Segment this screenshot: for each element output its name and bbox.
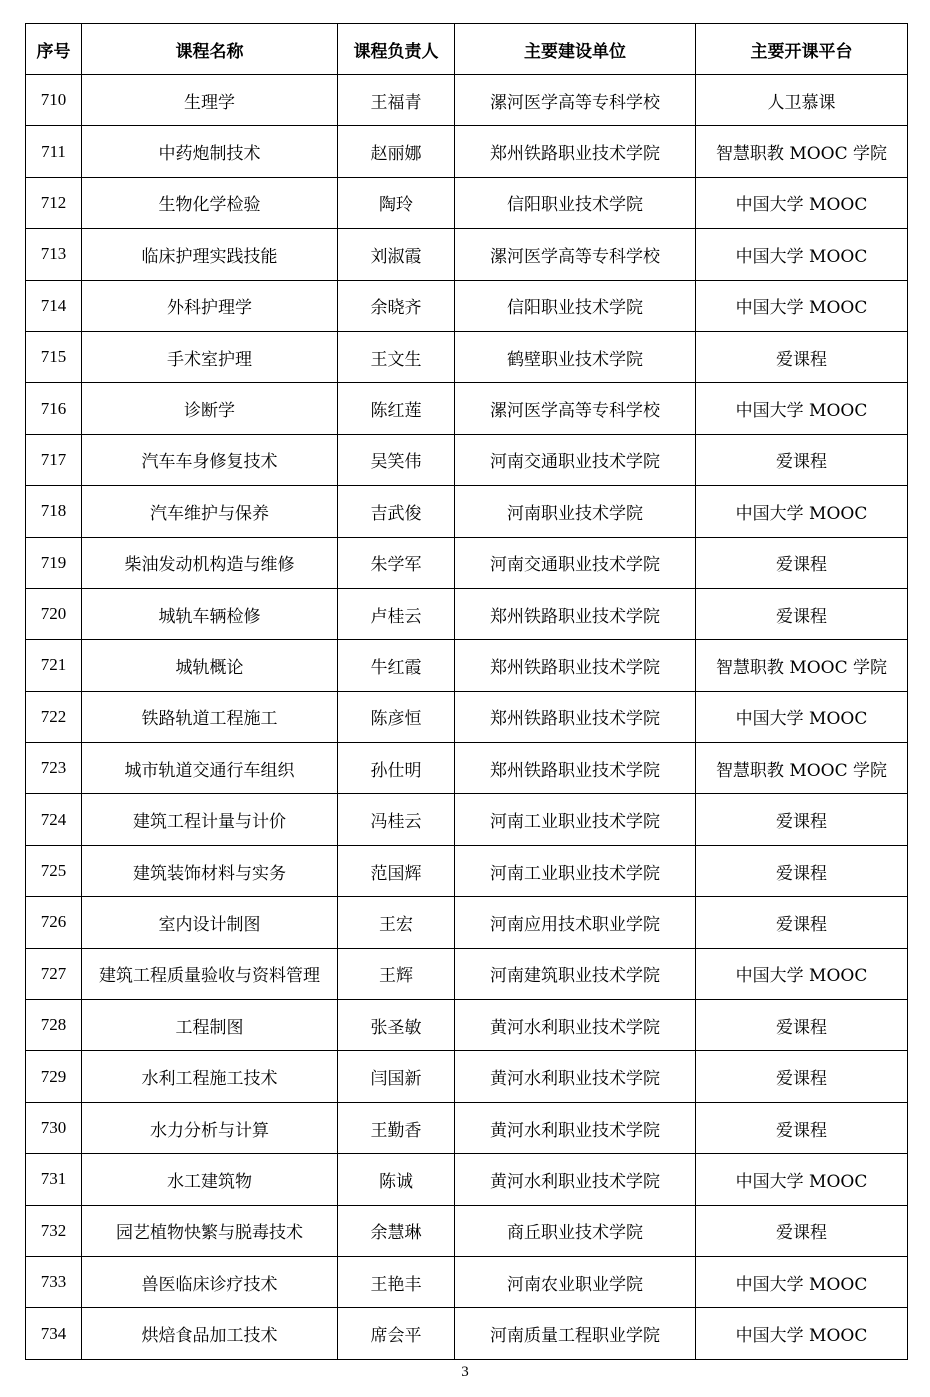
- cell-main-unit: 河南应用技术职业学院: [455, 897, 696, 948]
- cell-serial-number: 717: [26, 434, 82, 485]
- table-row: [26, 743, 908, 794]
- cell-course-lead: 赵丽娜: [338, 126, 455, 177]
- table-row: [26, 280, 908, 331]
- cell-course-name: 临床护理实践技能: [82, 229, 338, 280]
- cell-serial-number: 734: [26, 1308, 82, 1359]
- cell-main-platform: 中国大学 MOOC: [696, 383, 908, 434]
- cell-main-unit: 郑州铁路职业技术学院: [455, 126, 696, 177]
- cell-serial-number: 733: [26, 1256, 82, 1307]
- page-number: 3: [461, 1364, 469, 1380]
- cell-main-unit: 河南质量工程职业学院: [455, 1308, 696, 1359]
- cell-main-unit: 黄河水利职业技术学院: [455, 1154, 696, 1205]
- cell-main-platform: 智慧职教 MOOC 学院: [696, 743, 908, 794]
- cell-main-unit: 漯河医学高等专科学校: [455, 229, 696, 280]
- cell-course-lead: 王辉: [338, 948, 455, 999]
- cell-course-lead: 余晓齐: [338, 280, 455, 331]
- cell-course-lead: 王勤香: [338, 1102, 455, 1153]
- course-table: [25, 23, 908, 1360]
- cell-course-name: 城轨车辆检修: [82, 588, 338, 639]
- cell-serial-number: 727: [26, 948, 82, 999]
- cell-main-unit: 郑州铁路职业技术学院: [455, 640, 696, 691]
- cell-main-platform: 中国大学 MOOC: [696, 486, 908, 537]
- cell-serial-number: 730: [26, 1102, 82, 1153]
- cell-main-unit: 漯河医学高等专科学校: [455, 383, 696, 434]
- cell-course-lead: 牛红霞: [338, 640, 455, 691]
- table-row: [26, 1102, 908, 1153]
- cell-main-unit: 河南交通职业技术学院: [455, 537, 696, 588]
- table-row: [26, 1000, 908, 1051]
- cell-course-lead: 刘淑霞: [338, 229, 455, 280]
- cell-main-unit: 商丘职业技术学院: [455, 1205, 696, 1256]
- cell-course-lead: 王艳丰: [338, 1256, 455, 1307]
- cell-course-lead: 王福青: [338, 75, 455, 126]
- cell-main-unit: 信阳职业技术学院: [455, 177, 696, 228]
- cell-course-name: 城轨概论: [82, 640, 338, 691]
- header-course-lead: 课程负责人: [338, 24, 455, 75]
- table-row: [26, 537, 908, 588]
- cell-course-lead: 余慧琳: [338, 1205, 455, 1256]
- cell-course-name: 水利工程施工技术: [82, 1051, 338, 1102]
- cell-main-platform: 中国大学 MOOC: [696, 177, 908, 228]
- cell-course-name: 汽车车身修复技术: [82, 434, 338, 485]
- cell-course-lead: 陈彦恒: [338, 691, 455, 742]
- cell-serial-number: 711: [26, 126, 82, 177]
- table-row: [26, 1051, 908, 1102]
- cell-main-unit: 黄河水利职业技术学院: [455, 1000, 696, 1051]
- cell-course-lead: 范国辉: [338, 845, 455, 896]
- cell-course-name: 建筑装饰材料与实务: [82, 845, 338, 896]
- cell-course-lead: 席会平: [338, 1308, 455, 1359]
- cell-main-platform: 爱课程: [696, 794, 908, 845]
- cell-course-lead: 陶玲: [338, 177, 455, 228]
- table-row: [26, 1256, 908, 1307]
- cell-main-unit: 郑州铁路职业技术学院: [455, 691, 696, 742]
- cell-main-unit: 漯河医学高等专科学校: [455, 75, 696, 126]
- header-serial-number: 序号: [26, 24, 82, 75]
- cell-main-platform: 人卫慕课: [696, 75, 908, 126]
- cell-course-name: 诊断学: [82, 383, 338, 434]
- header-course-name: 课程名称: [82, 24, 338, 75]
- cell-main-platform: 爱课程: [696, 331, 908, 382]
- table-row: [26, 640, 908, 691]
- cell-main-platform: 中国大学 MOOC: [696, 229, 908, 280]
- cell-serial-number: 728: [26, 1000, 82, 1051]
- cell-course-name: 建筑工程质量验收与资料管理: [82, 948, 338, 999]
- cell-course-name: 铁路轨道工程施工: [82, 691, 338, 742]
- cell-main-platform: 智慧职教 MOOC 学院: [696, 640, 908, 691]
- cell-serial-number: 718: [26, 486, 82, 537]
- cell-course-name: 园艺植物快繁与脱毒技术: [82, 1205, 338, 1256]
- cell-main-unit: 河南建筑职业技术学院: [455, 948, 696, 999]
- cell-course-name: 城市轨道交通行车组织: [82, 743, 338, 794]
- cell-main-unit: 黄河水利职业技术学院: [455, 1051, 696, 1102]
- cell-course-lead: 吴笑伟: [338, 434, 455, 485]
- cell-course-name: 工程制图: [82, 1000, 338, 1051]
- cell-course-name: 室内设计制图: [82, 897, 338, 948]
- table-body: [26, 75, 908, 1360]
- table-row: [26, 794, 908, 845]
- cell-serial-number: 710: [26, 75, 82, 126]
- cell-course-name: 水力分析与计算: [82, 1102, 338, 1153]
- cell-main-unit: 信阳职业技术学院: [455, 280, 696, 331]
- cell-course-lead: 吉武俊: [338, 486, 455, 537]
- table-row: [26, 1154, 908, 1205]
- table-row: [26, 75, 908, 126]
- cell-course-name: 外科护理学: [82, 280, 338, 331]
- table-row: [26, 691, 908, 742]
- cell-course-name: 中药炮制技术: [82, 126, 338, 177]
- cell-course-lead: 张圣敏: [338, 1000, 455, 1051]
- cell-main-platform: 中国大学 MOOC: [696, 1308, 908, 1359]
- table-row: [26, 1308, 908, 1359]
- table-row: [26, 229, 908, 280]
- cell-serial-number: 731: [26, 1154, 82, 1205]
- cell-course-lead: 陈诚: [338, 1154, 455, 1205]
- cell-serial-number: 732: [26, 1205, 82, 1256]
- cell-main-platform: 爱课程: [696, 1205, 908, 1256]
- table-row: [26, 948, 908, 999]
- cell-serial-number: 722: [26, 691, 82, 742]
- cell-main-platform: 爱课程: [696, 537, 908, 588]
- cell-course-name: 生理学: [82, 75, 338, 126]
- cell-course-name: 建筑工程计量与计价: [82, 794, 338, 845]
- header-main-unit: 主要建设单位: [455, 24, 696, 75]
- cell-main-platform: 爱课程: [696, 845, 908, 896]
- header-main-platform: 主要开课平台: [696, 24, 908, 75]
- cell-main-platform: 智慧职教 MOOC 学院: [696, 126, 908, 177]
- cell-course-name: 烘焙食品加工技术: [82, 1308, 338, 1359]
- table-row: [26, 845, 908, 896]
- cell-main-platform: 爱课程: [696, 897, 908, 948]
- table-row: [26, 486, 908, 537]
- cell-course-lead: 孙仕明: [338, 743, 455, 794]
- cell-course-lead: 闫国新: [338, 1051, 455, 1102]
- cell-main-platform: 中国大学 MOOC: [696, 948, 908, 999]
- table-row: [26, 383, 908, 434]
- cell-course-lead: 冯桂云: [338, 794, 455, 845]
- cell-serial-number: 713: [26, 229, 82, 280]
- cell-serial-number: 712: [26, 177, 82, 228]
- table-row: [26, 126, 908, 177]
- table-row: [26, 434, 908, 485]
- cell-main-platform: 中国大学 MOOC: [696, 1256, 908, 1307]
- cell-course-name: 生物化学检验: [82, 177, 338, 228]
- cell-serial-number: 721: [26, 640, 82, 691]
- cell-serial-number: 716: [26, 383, 82, 434]
- cell-course-lead: 王文生: [338, 331, 455, 382]
- cell-serial-number: 724: [26, 794, 82, 845]
- cell-course-name: 手术室护理: [82, 331, 338, 382]
- cell-serial-number: 723: [26, 743, 82, 794]
- cell-main-platform: 爱课程: [696, 588, 908, 639]
- cell-main-platform: 爱课程: [696, 1102, 908, 1153]
- cell-course-name: 水工建筑物: [82, 1154, 338, 1205]
- cell-main-platform: 中国大学 MOOC: [696, 1154, 908, 1205]
- cell-main-unit: 黄河水利职业技术学院: [455, 1102, 696, 1153]
- cell-serial-number: 714: [26, 280, 82, 331]
- cell-serial-number: 719: [26, 537, 82, 588]
- cell-main-platform: 爱课程: [696, 434, 908, 485]
- cell-main-unit: 鹤壁职业技术学院: [455, 331, 696, 382]
- cell-serial-number: 729: [26, 1051, 82, 1102]
- cell-serial-number: 726: [26, 897, 82, 948]
- cell-main-platform: 中国大学 MOOC: [696, 691, 908, 742]
- table-row: [26, 588, 908, 639]
- cell-course-lead: 王宏: [338, 897, 455, 948]
- cell-serial-number: 725: [26, 845, 82, 896]
- cell-main-unit: 河南工业职业技术学院: [455, 845, 696, 896]
- cell-main-unit: 河南交通职业技术学院: [455, 434, 696, 485]
- table-row: [26, 1205, 908, 1256]
- table-row: [26, 897, 908, 948]
- cell-serial-number: 715: [26, 331, 82, 382]
- cell-main-platform: 爱课程: [696, 1000, 908, 1051]
- cell-main-platform: 中国大学 MOOC: [696, 280, 908, 331]
- cell-main-unit: 河南职业技术学院: [455, 486, 696, 537]
- cell-main-unit: 河南工业职业技术学院: [455, 794, 696, 845]
- cell-course-name: 汽车维护与保养: [82, 486, 338, 537]
- cell-main-unit: 郑州铁路职业技术学院: [455, 743, 696, 794]
- cell-course-lead: 陈红莲: [338, 383, 455, 434]
- cell-serial-number: 720: [26, 588, 82, 639]
- cell-course-lead: 卢桂云: [338, 588, 455, 639]
- cell-main-unit: 河南农业职业学院: [455, 1256, 696, 1307]
- cell-main-unit: 郑州铁路职业技术学院: [455, 588, 696, 639]
- cell-course-name: 柴油发动机构造与维修: [82, 537, 338, 588]
- cell-course-lead: 朱学军: [338, 537, 455, 588]
- table-header-row: [26, 24, 908, 75]
- cell-main-platform: 爱课程: [696, 1051, 908, 1102]
- cell-course-name: 兽医临床诊疗技术: [82, 1256, 338, 1307]
- table-row: [26, 177, 908, 228]
- table-row: [26, 331, 908, 382]
